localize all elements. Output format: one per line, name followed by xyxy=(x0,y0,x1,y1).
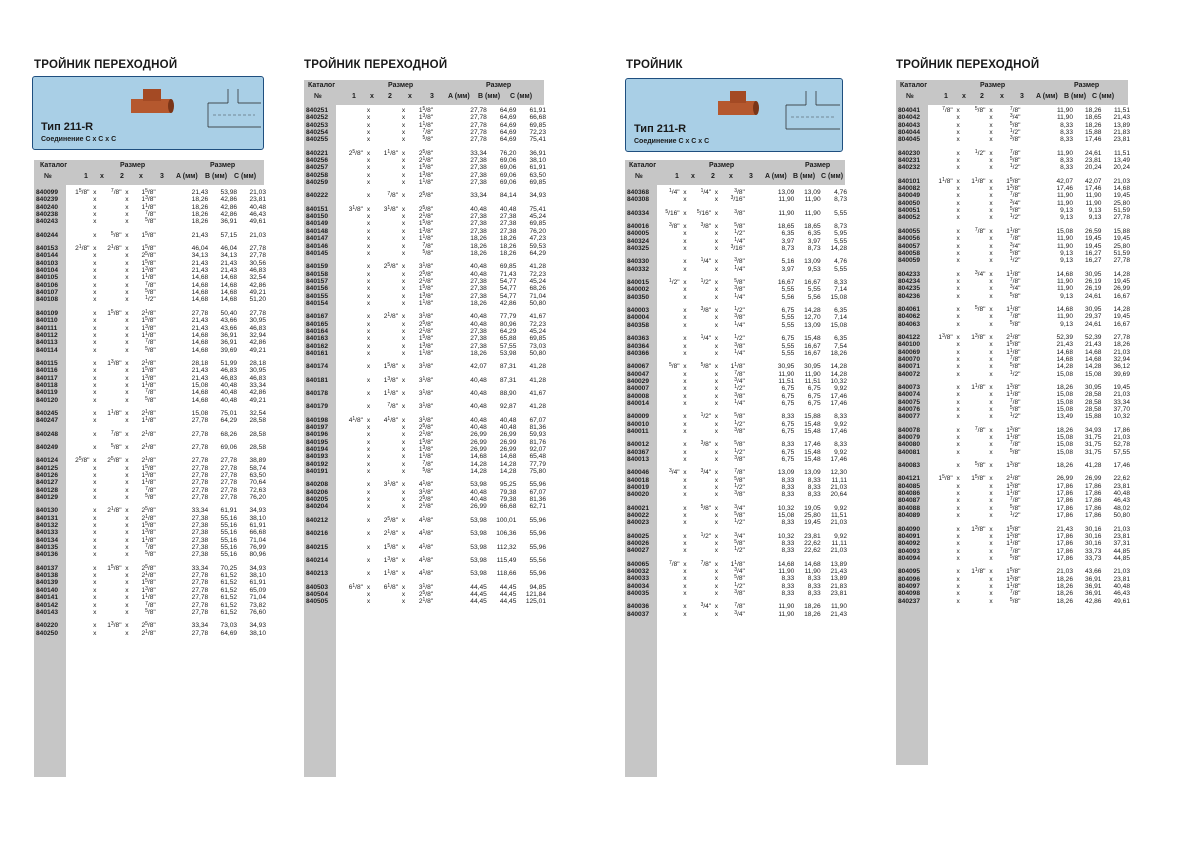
table-row: 840165 x x $2^5/8$" 40,48 80,96 72,23 xyxy=(306,319,546,328)
banner-connection: Соединение C x C x C xyxy=(41,136,117,143)
table-row: 840162 x x $1^3/8$" 27,38 57,55 73,03 xyxy=(306,341,546,350)
table-row: 804091 x x $1^3/8$" 17,86 30,16 23,81 xyxy=(898,531,1130,540)
table-row: 840167 x $2^1/8$" x $3^1/8$" 40,48 77,79 41,67 xyxy=(306,312,546,321)
table-row: 804088 x x $^5$/8" 17,86 17,86 48,02 xyxy=(898,503,1130,512)
table-row: 840117 x x $1^3/8$" 21,43 46,83 46,83 xyxy=(36,373,266,382)
panel2-title: ТРОЙНИК ПЕРЕХОДНОЙ xyxy=(304,59,448,71)
table-row: 840081 x x $^5$/8" 15,08 31,75 57,55 xyxy=(898,447,1130,456)
table-row: 840503 $6^1/8$" x $6^1/8$" x $3^1/8$" 44,45 44,45 94,85 xyxy=(306,582,546,591)
table-row: 840258 x x $1^3/8$" 27,38 69,06 63,50 xyxy=(306,170,546,179)
table-row: 840132 x x $1^5/8$" 27,38 55,16 61,91 xyxy=(36,521,266,530)
table-row: 840192 x x $^7$/8" 14,28 14,28 77,79 xyxy=(306,459,546,468)
table-row: 804063 x x $^5$/8" 9,13 24,61 16,67 xyxy=(898,319,1130,328)
table-row: 804233 x $^3$/4" x $1^1/8$" 14,68 30,95 14,28 xyxy=(898,269,1130,278)
table-row: 840125 x x $1^5/8$" 27,78 27,78 58,74 xyxy=(36,463,266,472)
banner-connection: Соединение C x C x C xyxy=(634,138,710,145)
table-row: 840330 x $^1$/4" x $^3$/8" 5,16 13,09 4,76 xyxy=(627,257,847,266)
table-row: 804041 $^7$/8" x $^5$/8" x $^7$/8" 11,90 18,26 11,51 xyxy=(898,106,1130,114)
table-row: 804236 x x $^5$/8" 9,13 24,61 16,67 xyxy=(898,291,1130,300)
table-row: 840158 x x $2^5/8$" 40,48 71,43 72,23 xyxy=(306,269,546,278)
table-row: 840065 $^7$/8" x $^7$/8" x $1^1/8$" 14,68 14,68 13,89 xyxy=(627,559,847,568)
table-row: 840118 x x $1^1/8$" 15,08 40,48 33,34 xyxy=(36,380,266,389)
table-row: 840109 x $1^5/8$" x $2^1/8$" 27,78 50,40 27,78 xyxy=(36,308,266,317)
table-row: 840196 x x $2^1/8$" 26,99 26,99 59,93 xyxy=(306,430,546,439)
table-row: 840083 x $^5$/8" x $1^3/8$" 18,26 41,28 17,46 xyxy=(898,461,1130,470)
table-row: 840153 $2^1/8$" x $2^1/8$" x $1^5/8$" 46,04 46,04 27,78 xyxy=(36,244,266,253)
table-row: 840181 x $1^3/8$" x $3^1/8$" 40,48 87,31 41,28 xyxy=(306,375,546,384)
table-row: 840012 x $^3$/8" x $^5$/8" 8,33 17,46 8,33 xyxy=(627,440,847,449)
table-row: 840057 x x $^3$/4" 11,90 19,45 25,80 xyxy=(898,241,1130,250)
table-row: 840243 x x $^5$/8" 18,26 36,91 49,61 xyxy=(36,217,266,226)
table-row: 840035 x x $^3$/8" 8,33 8,33 23,81 xyxy=(627,589,847,598)
table-row: 840150 x x $2^1/8$" 27,38 27,38 45,24 xyxy=(306,212,546,221)
table-row: 840151 $3^1/8$" x $3^1/8$" x $2^5/8$" 40,48 40,48 75,41 xyxy=(306,204,546,213)
table-row: 840191 x x $^5$/8" 14,28 14,28 75,80 xyxy=(306,467,546,476)
table-row: 840149 x x $1^5/8$" 27,38 27,38 69,85 xyxy=(306,219,546,228)
table-row: 840034 x x $^1$/2" 8,33 8,33 21,83 xyxy=(627,581,847,590)
table-row: 840364 x x $^3$/8" 5,55 16,67 7,54 xyxy=(627,341,847,350)
table-row: 840253 x x $1^1/8$" 27,78 64,69 69,85 xyxy=(306,120,546,129)
table-row: 804093 x x $^7$/8" 17,86 33,73 44,85 xyxy=(898,546,1130,555)
table-row: 840213 x $1^1/8$" x $4^1/8$" 53,98 118,66 55,96 xyxy=(306,569,546,578)
table-row: 840106 x x $^7$/8" 14,68 14,68 42,86 xyxy=(36,280,266,289)
catalog-table-3 xyxy=(627,189,847,618)
table-row: 840247 x x $1^1/8$" 27,78 64,29 28,58 xyxy=(36,416,266,425)
table-row: 840155 x x $1^3/8$" 27,38 54,77 71,04 xyxy=(306,291,546,300)
panel1-title: ТРОЙНИК ПЕРЕХОДНОЙ xyxy=(34,59,178,71)
table-row: 840026 x x $^5$/8" 8,33 22,62 11,11 xyxy=(627,539,847,548)
table-row: 840156 x x $1^5/8$" 27,38 54,77 68,26 xyxy=(306,284,546,293)
table-row: 840205 x x $2^5/8$" 40,48 79,38 81,36 xyxy=(306,495,546,504)
table-row: 840029 x x $^3$/4" 11,51 11,51 10,32 xyxy=(627,376,847,385)
table-header-2: Каталог № Размер Размер 1 x 2 x 3 A (мм) B (мм) C (мм) xyxy=(304,80,544,105)
table-row: 804089 x x $^1$/2" 17,86 17,86 50,80 xyxy=(898,511,1130,520)
table-row: 840259 x x $1^1/8$" 27,38 69,06 69,85 xyxy=(306,178,546,187)
table-row: 840139 x x $1^5/8$" 27,78 61,52 61,91 xyxy=(36,578,266,587)
table-row: 840115 x $1^3/8$" x $2^1/8$" 28,18 51,99 28,18 xyxy=(36,358,266,367)
table-row: 840116 x x $1^5/8$" 21,43 46,83 30,95 xyxy=(36,366,266,375)
table-row: 840194 x x $1^3/8$" 26,99 26,99 92,07 xyxy=(306,445,546,454)
table-row: 840137 x $1^5/8$" x $2^5/8$" 33,34 70,25 34,93 xyxy=(36,563,266,572)
table-row: 840078 x $^7$/8" x $1^3/8$" 18,26 34,93 17,86 xyxy=(898,425,1130,434)
table-row: 840082 x x $1^3/8$" 17,46 17,46 14,68 xyxy=(898,184,1130,193)
table-row: 840100 x x $1^5/8$" 21,43 21,43 18,26 xyxy=(898,340,1130,349)
table-row: 840113 x x $^7$/8" 14,68 36,91 42,86 xyxy=(36,338,266,347)
table-row: 840204 x x $2^1/8$" 26,99 66,68 62,71 xyxy=(306,502,546,511)
table-row: 840128 x x $^7$/8" 27,78 27,78 72,63 xyxy=(36,485,266,494)
table-row: 840016 $^3$/8" x $^3$/8" x $^5$/8" 18,65 18,65 8,73 xyxy=(627,222,847,231)
table-row: 840358 x x $^1$/4" 5,55 13,09 15,08 xyxy=(627,320,847,329)
table-row: 840133 x x $1^3/8$" 27,38 55,16 66,68 xyxy=(36,528,266,537)
table-row: 840076 x x $^5$/8" 15,08 28,58 37,70 xyxy=(898,405,1130,414)
table-row: 840332 x x $^1$/4" 3,97 9,53 5,55 xyxy=(627,264,847,273)
table-row: 840047 x x $^7$/8" 11,90 11,90 14,28 xyxy=(627,369,847,378)
table-row: 804090 x $1^3/8$" x $1^5/8$" 21,43 30,16 21,03 xyxy=(898,524,1130,533)
table-row: 840114 x x $^5$/8" 14,68 39,69 49,21 xyxy=(36,345,266,354)
table-row: 840002 x x $^3$/8" 5,55 5,55 7,14 xyxy=(627,285,847,294)
table-row: 804235 x x $^3$/4" 11,90 26,19 26,99 xyxy=(898,284,1130,293)
table-row: 840216 x $2^1/8$" x $4^1/8$" 53,98 106,36 55,96 xyxy=(306,529,546,538)
table-row: 840145 x x $^5$/8" 18,26 18,26 64,29 xyxy=(306,248,546,257)
table-row: 840212 x $2^5/8$" x $4^1/8$" 53,98 100,01 55,96 xyxy=(306,515,546,524)
table-row: 840334 $^5$/16" x $^5$/16" x $^3$/8" 11,90 11,90 5,55 xyxy=(627,208,847,217)
table-row: 840324 x x $^1$/4" 3,97 3,97 5,55 xyxy=(627,236,847,245)
table-row: 840198 $4^1/8$" x $4^1/8$" x $3^1/8$" 40,48 40,48 67,07 xyxy=(306,415,546,424)
table-row: 804096 x x $1^3/8$" 18,26 36,91 23,81 xyxy=(898,574,1130,583)
table-row: 840146 x x $^7$/8" 18,26 18,26 59,53 xyxy=(306,241,546,250)
table-row: 840131 x x $2^1/8$" 27,38 55,16 38,10 xyxy=(36,513,266,522)
table-row: 840504 x x $2^5/8$" 44,45 44,45 121,84 xyxy=(306,589,546,598)
table-row: 804122 $1^3/8$" x $1^3/8$" x $2^1/8$" 52,39 52,39 27,78 xyxy=(898,332,1130,341)
table-row: 840220 x $1^3/8$" x $2^5/8$" 33,34 73,03 34,93 xyxy=(36,621,266,630)
table-row: 840126 x x $1^3/8$" 27,78 27,78 63,50 xyxy=(36,471,266,479)
table-row: 840008 x x $^3$/8" 6,75 6,75 17,46 xyxy=(627,391,847,400)
table-row: 840101 $1^1/8$" x $1^1/8$" x $1^5/8$" 42,07 42,07 21,03 xyxy=(898,176,1130,185)
table-row: 840368 $^1$/4" x $^1$/4" x $^3$/8" 13,09 13,09 4,76 xyxy=(627,188,847,196)
table-row: 840237 x x $^5$/8" 18,26 42,86 49,61 xyxy=(898,596,1130,605)
table-row: 840195 x x $1^5/8$" 26,99 26,99 81,76 xyxy=(306,437,546,446)
table-row: 840018 x x $^5$/8" 8,33 8,33 11,11 xyxy=(627,475,847,484)
table-row: 840197 x x $2^5/8$" 40,48 40,48 81,36 xyxy=(306,423,546,432)
table-row: 840011 x x $^3$/8" 6,75 15,48 17,46 xyxy=(627,426,847,435)
table-row: 804062 x x $^7$/8" 11,90 29,37 19,45 xyxy=(898,312,1130,321)
table-row: 840009 x $^1$/2" x $^5$/8" 8,33 15,88 8,33 xyxy=(627,412,847,421)
table-row: 840119 x x $^7$/8" 14,68 40,48 42,86 xyxy=(36,388,266,397)
table-row: 840222 x $^7$/8" x $2^5/8$" 33,34 84,14 34,93 xyxy=(306,191,546,200)
table-row: 840142 x x $^7$/8" 27,78 61,52 73,82 xyxy=(36,600,266,609)
table-row: 840239 x x $1^3/8$" 18,26 42,86 23,81 xyxy=(36,195,266,204)
table-row: 840013 x x $^3$/8" 6,75 15,48 17,46 xyxy=(627,454,847,463)
table-row: 840154 x x $1^1/8$" 18,26 42,86 50,80 xyxy=(306,298,546,307)
table-row: 840130 x $2^1/8$" x $2^5/8$" 33,34 61,91 34,93 xyxy=(36,506,266,515)
table-row: 840250 x x $2^1/8$" 27,78 64,69 38,10 xyxy=(36,628,266,637)
table-row: 840112 x x $1^1/8$" 14,68 36,91 32,94 xyxy=(36,330,266,339)
table-row: 840003 x $^3$/8" x $^1$/2" 6,75 14,28 6,35 xyxy=(627,306,847,315)
table-header-1: Каталог № Размер Размер 1 x 2 x 3 A (мм) B (мм) C (мм) xyxy=(34,160,264,185)
table-row: 840079 x x $1^1/8$" 15,08 31,75 21,03 xyxy=(898,433,1130,442)
table-row: 840103 x x $1^5/8$" 21,43 21,43 30,56 xyxy=(36,258,266,267)
table-row: 804087 x x $^7$/8" 17,86 17,86 46,43 xyxy=(898,496,1130,505)
table-row: 840231 x x $^5$/8" 8,33 23,81 13,49 xyxy=(898,156,1130,165)
table-row: 840127 x x $1^1/8$" 27,78 27,78 70,64 xyxy=(36,478,266,487)
table-row: 840215 x $1^5/8$" x $4^1/8$" 53,98 112,32 55,96 xyxy=(306,542,546,551)
table-row: 804094 x x $^5$/8" 17,86 33,73 44,85 xyxy=(898,553,1130,562)
table-row: 840004 x x $^3$/8" 5,55 12,70 7,14 xyxy=(627,313,847,322)
table-row: 840104 x x $1^3/8$" 21,43 21,43 46,83 xyxy=(36,266,266,275)
table-row: 840074 x x $1^1/8$" 15,08 28,58 21,03 xyxy=(898,390,1130,399)
table-row: 840254 x x $^7$/8" 27,78 64,69 72,23 xyxy=(306,128,546,137)
table-row: 840080 x x $^7$/8" 15,08 31,75 52,78 xyxy=(898,440,1130,449)
table-row: 804092 x x $1^1/8$" 17,86 30,16 37,31 xyxy=(898,539,1130,548)
table-row: 840055 x $^7$/8" x $1^1/8$" 15,08 26,59 15,88 xyxy=(898,226,1130,235)
table-row: 840134 x x $1^1/8$" 27,38 55,16 71,04 xyxy=(36,535,266,544)
table-row: 840141 x x $1^1/8$" 27,78 61,52 71,04 xyxy=(36,593,266,602)
table-row: 840245 x $1^1/8$" x $2^1/8$" 15,08 75,01 32,54 xyxy=(36,408,266,417)
table-row: 840161 x x $1^1/8$" 18,26 53,98 50,80 xyxy=(306,348,546,357)
table-row: 840007 x x $^1$/2" 6,75 6,75 9,92 xyxy=(627,384,847,393)
table-row: 840105 x x $1^1/8$" 14,68 14,68 32,54 xyxy=(36,273,266,282)
product-banner-2 xyxy=(625,78,843,152)
table-row: 840163 x x $1^5/8$" 27,38 65,88 69,85 xyxy=(306,334,546,343)
table-row: 804086 x x $1^1/8$" 17,86 17,86 40,48 xyxy=(898,489,1130,498)
table-row: 804042 x x $^3$/4" 11,90 18,65 21,43 xyxy=(898,113,1130,122)
table-row: 840021 x $^5$/8" x $^3$/4" 10,32 19,05 9,92 xyxy=(627,503,847,512)
table-row: 840037 x x $^3$/4" 11,90 18,26 21,43 xyxy=(627,609,847,618)
table-row: 840124 $2^5/8$" x $2^5/8$" x $2^1/8$" 27,78 27,78 38,89 xyxy=(36,456,266,465)
table-row: 840256 x x $2^1/8$" 27,38 69,06 38,10 xyxy=(306,156,546,165)
table-row: 840148 x x $1^3/8$" 27,38 27,38 76,20 xyxy=(306,226,546,235)
table-row: 840025 x $^1$/2" x $^3$/4" 10,32 23,81 9,92 xyxy=(627,531,847,540)
table-row: 840143 x x $^5$/8" 27,78 61,52 76,60 xyxy=(36,607,266,616)
table-row: 840014 x x $^1$/4" 6,75 6,75 17,46 xyxy=(627,398,847,407)
table-row: 840248 x $^7$/8" x $2^1/8$" 27,78 68,26 28,58 xyxy=(36,429,266,438)
table-row: 840070 x x $^7$/8" 14,68 14,68 32,94 xyxy=(898,354,1130,363)
table-row: 840252 x x $1^3/8$" 27,78 64,69 66,68 xyxy=(306,113,546,122)
table-header-3: Каталог № Размер Размер 1 x 2 x 3 A (мм) B (мм) C (мм) xyxy=(625,160,845,185)
table-row: 840027 x x $^1$/2" 8,33 22,62 21,03 xyxy=(627,546,847,555)
table-row: 840238 x x $^7$/8" 18,26 42,86 46,43 xyxy=(36,210,266,219)
table-row: 840023 x x $^1$/2" 8,33 19,45 21,03 xyxy=(627,518,847,527)
table-row: 840136 x x $^5$/8" 27,38 55,16 80,96 xyxy=(36,550,266,559)
table-row: 840077 x x $^1$/2" 13,49 15,88 10,32 xyxy=(898,412,1130,421)
table-row: 840366 x x $^1$/4" 5,55 16,67 18,26 xyxy=(627,348,847,357)
table-row: 840367 x x $^1$/2" 6,75 15,48 9,92 xyxy=(627,447,847,456)
table-row: 840049 x x $^7$/8" 11,90 11,90 19,45 xyxy=(898,191,1130,200)
table-row: 804095 x $1^1/8$" x $1^5/8$" 21,03 43,66 21,03 xyxy=(898,567,1130,576)
table-row: 804085 x x $1^3/8$" 17,86 17,86 23,81 xyxy=(898,481,1130,490)
table-row: 840363 x $^1$/4" x $^1$/2" 6,75 15,48 6,35 xyxy=(627,334,847,343)
table-row: 840069 x x $1^1/8$" 14,68 14,68 21,03 xyxy=(898,347,1130,356)
table-row: 840325 x x $^3$/16" 8,73 8,73 14,28 xyxy=(627,244,847,253)
catalog-table-4 xyxy=(898,107,1130,605)
table-row: 840052 x x $^1$/2" 9,13 9,13 27,78 xyxy=(898,213,1130,222)
table-row: 840071 x x $^5$/8" 14,28 14,28 36,12 xyxy=(898,362,1130,371)
table-row: 840075 x x $^7$/8" 15,08 28,58 33,34 xyxy=(898,397,1130,406)
table-row: 840140 x x $1^3/8$" 27,78 61,52 65,09 xyxy=(36,585,266,594)
table-row: 840159 x $2^5/8$" x $3^1/8$" 40,48 69,85 41,28 xyxy=(306,262,546,271)
table-row: 840110 x x $1^5/8$" 21,43 43,66 30,95 xyxy=(36,316,266,325)
table-row: 840072 x x $^1$/2" 15,08 15,08 39,69 xyxy=(898,369,1130,378)
table-row: 840099 $1^5/8$" x $^7$/8" x $1^5/8$" 21,43 53,98 21,03 xyxy=(36,188,266,196)
table-row: 840022 x x $^5$/8" 15,08 25,80 11,51 xyxy=(627,511,847,520)
table-row: 840255 x x $^5$/8" 27,78 64,69 75,41 xyxy=(306,135,546,144)
banner-type: Тип 211-R xyxy=(41,121,94,133)
table-row: 840033 x x $^5$/8" 8,33 8,33 13,89 xyxy=(627,574,847,583)
table-row: 840251 x x $1^5/8$" 27,78 64,69 61,91 xyxy=(306,106,546,114)
banner-type: Тип 211-R xyxy=(634,123,687,135)
table-row: 840193 x x $1^1/8$" 14,68 14,68 65,48 xyxy=(306,452,546,461)
table-row: 840015 $^1$/2" x $^1$/2" x $^5$/8" 16,67 16,67 8,33 xyxy=(627,278,847,287)
table-row: 840067 $^5$/8" x $^5$/8" x $1^1/8$" 30,95 30,95 14,28 xyxy=(627,362,847,371)
table-row: 840135 x x $^7$/8" 27,38 55,16 76,99 xyxy=(36,543,266,552)
catalog-table-1 xyxy=(36,189,266,637)
table-row: 840144 x x $2^5/8$" 34,13 34,13 27,78 xyxy=(36,251,266,260)
table-row: 840019 x x $^1$/2" 8,33 8,33 21,03 xyxy=(627,483,847,491)
table-row: 840164 x x $2^1/8$" 27,38 64,29 45,24 xyxy=(306,326,546,335)
table-row: 840179 x $^7$/8" x $3^1/8$" 40,48 92,87 41,28 xyxy=(306,402,546,411)
table-row: 840005 x x $^1$/2" 6,35 6,35 5,95 xyxy=(627,229,847,238)
table-row: 840051 x x $^5$/8" 9,13 9,13 51,59 xyxy=(898,206,1130,215)
table-row: 840108 x x $^1$/2" 14,68 14,68 51,20 xyxy=(36,295,266,304)
table-row: 840178 x $1^1/8$" x $3^1/8$" 40,48 88,90 41,67 xyxy=(306,389,546,397)
table-row: 840120 x x $^5$/8" 14,68 40,48 49,21 xyxy=(36,395,266,404)
catalog-table-2 xyxy=(306,107,546,606)
table-row: 840249 x $^5$/8" x $2^1/8$" 27,78 69,06 28,58 xyxy=(36,442,266,451)
table-row: 840206 x x $3^1/8$" 40,48 79,38 67,07 xyxy=(306,487,546,496)
table-row: 840221 $2^5/8$" x $1^1/8$" x $2^5/8$" 33,34 76,20 36,91 xyxy=(306,148,546,157)
table-row: 804061 x $^5$/8" x $1^1/8$" 14,68 30,95 14,28 xyxy=(898,304,1130,313)
panel3-title: ТРОЙНИК xyxy=(626,59,683,71)
table-row: 840107 x x $^5$/8" 14,68 14,68 49,21 xyxy=(36,288,266,297)
table-row: 840050 x x $^3$/4" 11,90 11,90 25,80 xyxy=(898,198,1130,207)
table-row: 840240 x x $1^1/8$" 18,26 42,86 40,48 xyxy=(36,202,266,211)
product-banner-1 xyxy=(32,76,264,150)
table-row: 840157 x x $2^1/8$" 27,38 54,77 45,24 xyxy=(306,276,546,285)
table-row: 804044 x x $^1$/2" 8,33 15,88 21,83 xyxy=(898,128,1130,137)
table-row: 840036 x $^3$/4" x $^7$/8" 11,90 18,26 11,90 xyxy=(627,602,847,611)
table-row: 840073 x $1^1/8$" x $1^3/8$" 18,26 30,95 19,45 xyxy=(898,383,1130,391)
table-row: 840058 x x $^5$/8" 9,13 16,27 51,59 xyxy=(898,248,1130,257)
table-row: 840350 x x $^1$/4" 5,56 5,56 15,08 xyxy=(627,292,847,301)
table-row: 804234 x x $^7$/8" 11,90 26,19 19,45 xyxy=(898,276,1130,285)
table-row: 840214 x $1^3/8$" x $4^1/8$" 53,98 115,49 55,56 xyxy=(306,555,546,564)
table-row: 840147 x x $1^1/8$" 18,26 18,26 47,23 xyxy=(306,234,546,243)
table-row: 840020 x x $^3$/8" 8,33 8,33 20,64 xyxy=(627,490,847,499)
table-row: 840138 x x $2^1/8$" 27,78 61,52 38,10 xyxy=(36,571,266,580)
panel4-title: ТРОЙНИК ПЕРЕХОДНОЙ xyxy=(896,59,1040,71)
table-row: 840059 x x $^1$/2" 9,13 16,27 27,78 xyxy=(898,256,1130,265)
table-row: 840208 x $3^1/8$" x $4^1/8$" 53,98 95,25 55,96 xyxy=(306,480,546,489)
table-row: 804121 $1^5/8$" x $1^5/8$" x $2^1/8$" 26,99 26,99 22,62 xyxy=(898,474,1130,483)
table-row: 840046 $^3$/4" x $^3$/4" x $^7$/8" 13,09 13,09 12,30 xyxy=(627,468,847,477)
table-row: 840257 x x $1^5/8$" 27,38 69,06 61,91 xyxy=(306,163,546,172)
table-row: 840032 x x $^3$/4" 11,90 11,90 21,43 xyxy=(627,567,847,576)
table-row: 804045 x x $^3$/8" 8,33 17,46 23,81 xyxy=(898,135,1130,144)
table-row: 840174 x $1^5/8$" x $3^1/8$" 42,07 87,31 41,28 xyxy=(306,362,546,371)
table-row: 804043 x x $^5$/8" 8,33 18,26 13,89 xyxy=(898,120,1130,129)
table-row: 840010 x x $^1$/2" 6,75 15,48 9,92 xyxy=(627,419,847,428)
table-row: 804098 x x $^7$/8" 18,26 36,91 46,43 xyxy=(898,589,1130,598)
table-row: 840505 x x $2^1/8$" 44,45 44,45 125,01 xyxy=(306,597,546,606)
table-header-4: Каталог № Размер Размер 1 x 2 x 3 A (мм) B (мм) C (мм) xyxy=(896,80,1128,105)
table-row: 840308 x x $^3$/16" 11,90 11,90 8,73 xyxy=(627,195,847,204)
table-row: 840111 x x $1^3/8$" 21,43 43,66 46,83 xyxy=(36,323,266,332)
table-row: 840230 x $^1$/2" x $^7$/8" 11,90 24,61 11,51 xyxy=(898,148,1130,157)
table-row: 840244 x $^5$/8" x $1^5/8$" 21,43 57,15 21,03 xyxy=(36,230,266,239)
table-row: 840056 x x $^7$/8" 11,90 19,45 19,45 xyxy=(898,234,1130,243)
table-row: 804097 x x $1^1/8$" 18,26 36,91 40,48 xyxy=(898,581,1130,590)
table-row: 840129 x x $^5$/8" 27,78 27,78 76,20 xyxy=(36,493,266,502)
table-row: 840232 x x $^1$/2" 8,33 20,24 20,24 xyxy=(898,163,1130,172)
